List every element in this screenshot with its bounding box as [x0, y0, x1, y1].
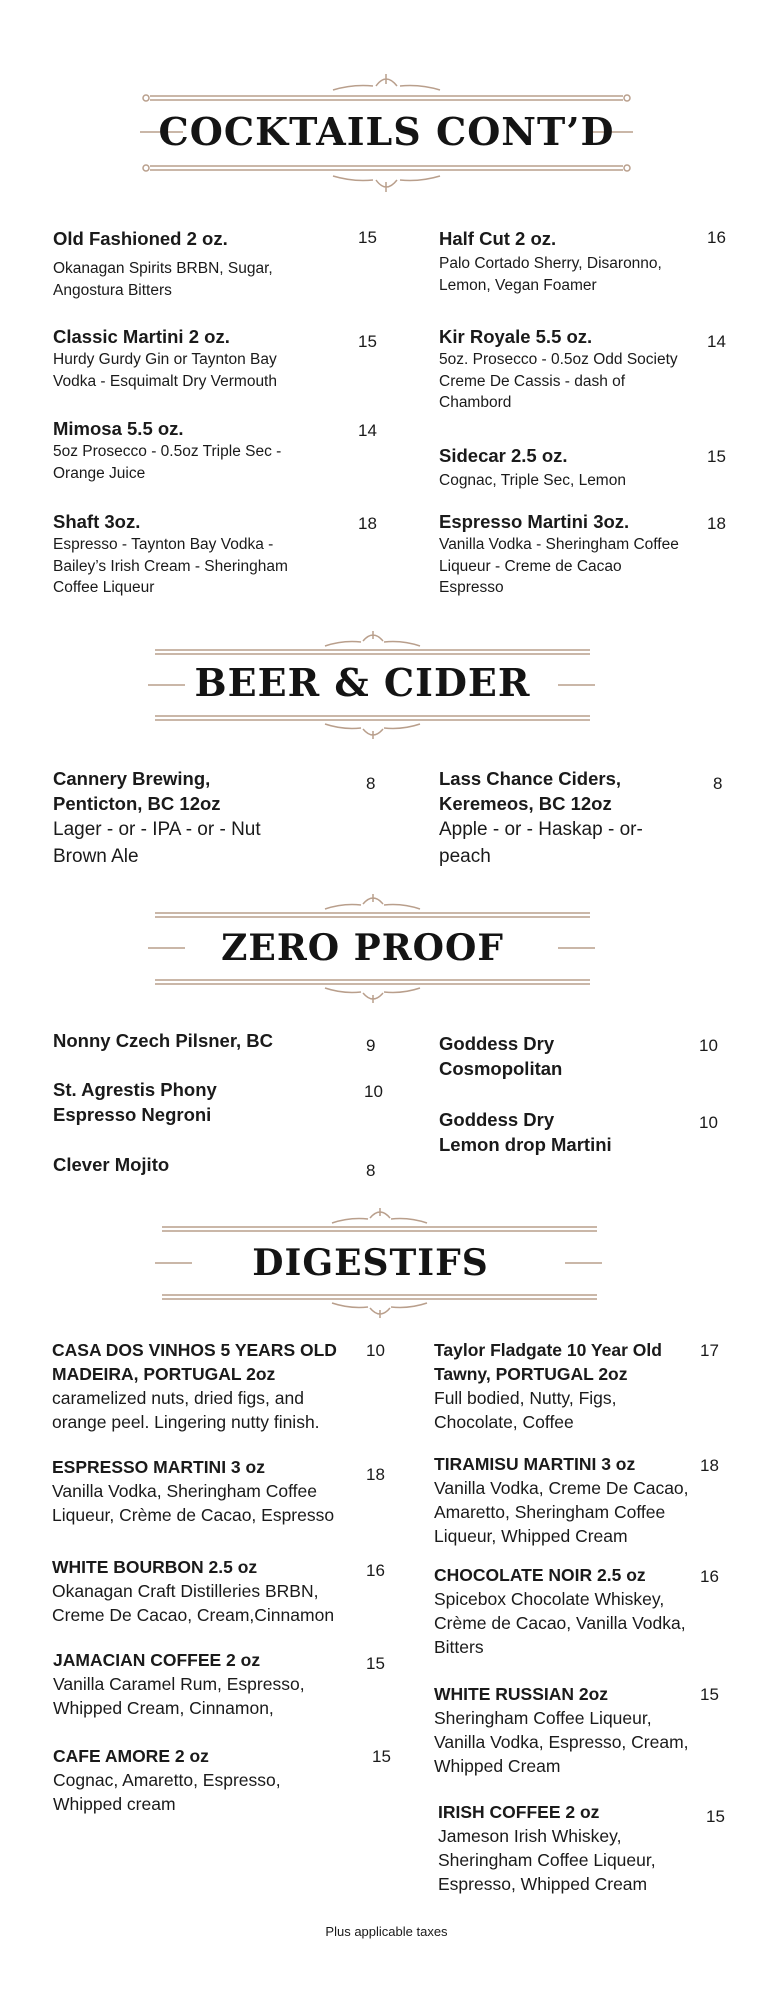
- item-name: Clever Mojito: [53, 1154, 170, 1175]
- item-price: 8: [366, 1161, 376, 1180]
- item-price: 18: [700, 1456, 719, 1475]
- menu-item: [439, 226, 729, 296]
- item-name: Goddess Dry Cosmopolitan: [439, 1033, 563, 1079]
- item-name: Mimosa 5.5 oz.: [53, 418, 184, 439]
- item-price: 8: [366, 774, 376, 793]
- menu-item: [439, 766, 719, 870]
- menu-item: [439, 443, 729, 492]
- item-name: Goddess Dry Lemon drop Martini: [439, 1109, 612, 1155]
- item-price: 14: [358, 421, 377, 440]
- item-price: 8: [713, 774, 723, 793]
- section-banner-zero: [0, 893, 773, 1008]
- item-price: 15: [372, 1747, 391, 1766]
- item-price: 10: [366, 1341, 385, 1360]
- item-name: Shaft 3oz.: [53, 511, 141, 532]
- item-name: Cannery Brewing, Penticton, BC 12oz: [53, 768, 221, 814]
- item-name: TIRAMISU MARTINI 3 oz: [434, 1454, 636, 1474]
- item-price: 10: [699, 1036, 718, 1055]
- section-title-zero: ZERO PROOF: [221, 927, 504, 969]
- item-desc: 5oz Prosecco - 0.5oz Triple Sec - Orange Juice: [53, 443, 282, 482]
- item-name: Kir Royale 5.5 oz.: [439, 326, 593, 347]
- item-name: Old Fashioned 2 oz.: [53, 228, 228, 249]
- item-name: Lass Chance Ciders, Keremeos, BC 12oz: [439, 768, 621, 814]
- item-desc: caramelized nuts, dried figs, and orange peel. Lingering nutty finish.: [52, 1388, 320, 1432]
- section-title-cocktails: COCKTAILS CONT’D: [158, 109, 615, 154]
- item-desc: Sheringham Coffee Liqueur, Vanilla Vodka, Espresso, Cream, Whipped Cream: [434, 1708, 689, 1776]
- menu-item: [439, 324, 729, 414]
- menu-item: [53, 416, 323, 484]
- menu-item: [53, 509, 323, 599]
- item-price: 16: [707, 228, 726, 247]
- menu-item: [439, 1031, 699, 1081]
- item-name: Sidecar 2.5 oz.: [439, 445, 568, 466]
- menu-item: [52, 1338, 362, 1434]
- item-price: 15: [700, 1685, 719, 1704]
- item-name: WHITE BOURBON 2.5 oz: [52, 1557, 258, 1577]
- item-name: ESPRESSO MARTINI 3 oz: [52, 1457, 265, 1477]
- menu-item: [439, 509, 729, 599]
- item-desc: 5oz. Prosecco - 0.5oz Odd Society Creme De Cassis - dash of Chambord: [439, 351, 678, 411]
- item-price: 15: [706, 1807, 725, 1826]
- item-desc: Okanagan Craft Distilleries BRBN, Creme De Cacao, Cream,Cinnamon: [52, 1581, 335, 1625]
- section-title-digestifs: DIGESTIFS: [252, 1242, 489, 1284]
- section-banner-digestifs: [0, 1208, 773, 1323]
- section-banner-cocktails: [0, 70, 773, 195]
- item-name: Taylor Fladgate 10 Year Old Tawny, PORTUGAL 2oz: [434, 1340, 662, 1384]
- menu-item: [434, 1563, 724, 1659]
- menu-item: [53, 324, 323, 392]
- menu-item: [53, 226, 323, 301]
- section-banner-beer: [0, 628, 773, 743]
- item-price: 16: [700, 1567, 719, 1586]
- item-price: 10: [364, 1082, 383, 1101]
- menu-item: [438, 1800, 728, 1896]
- menu-item: [53, 1152, 343, 1177]
- item-desc: Palo Cortado Sherry, Disaronno, Lemon, Vegan Foamer: [439, 255, 662, 294]
- menu-item: [53, 1744, 363, 1816]
- menu-item: [52, 1555, 362, 1627]
- item-name: Half Cut 2 oz.: [439, 228, 557, 249]
- item-desc: Vanilla Vodka - Sheringham Coffee Liqueur - Creme de Cacao Espresso: [439, 536, 679, 596]
- item-name: Classic Martini 2 oz.: [53, 326, 230, 347]
- item-name: JAMACIAN COFFEE 2 oz: [53, 1650, 261, 1670]
- item-name: St. Agrestis Phony Espresso Negroni: [53, 1079, 217, 1125]
- item-price: 14: [707, 332, 726, 351]
- item-price: 9: [366, 1036, 376, 1055]
- item-desc: Hurdy Gurdy Gin or Taynton Bay Vodka - Esquimalt Dry Vermouth: [53, 351, 277, 390]
- menu-item: [434, 1338, 724, 1434]
- item-name: Nonny Czech Pilsner, BC: [53, 1030, 273, 1051]
- menu-item: [439, 1107, 699, 1157]
- menu-item: [53, 1077, 343, 1127]
- item-desc: Spicebox Chocolate Whiskey, Crème de Cacao, Vanilla Vodka, Bitters: [434, 1589, 686, 1657]
- item-price: 10: [699, 1113, 718, 1132]
- item-desc: Lager - or - IPA - or - Nut Brown Ale: [53, 819, 261, 867]
- item-price: 15: [358, 332, 377, 351]
- item-desc: Jameson Irish Whiskey, Sheringham Coffee Liqueur, Espresso, Whipped Cream: [438, 1826, 656, 1894]
- item-name: WHITE RUSSIAN 2oz: [434, 1684, 609, 1704]
- item-price: 18: [358, 514, 377, 533]
- item-price: 15: [707, 447, 726, 466]
- item-name: Espresso Martini 3oz.: [439, 511, 630, 532]
- footer-note: Plus applicable taxes: [325, 1924, 448, 1939]
- menu-item: [53, 1028, 343, 1053]
- item-desc: Cognac, Triple Sec, Lemon: [439, 472, 626, 489]
- item-name: CAFE AMORE 2 oz: [53, 1746, 209, 1766]
- menu-item: [53, 1648, 363, 1720]
- item-price: 15: [366, 1654, 385, 1673]
- item-desc: Full bodied, Nutty, Figs, Chocolate, Coffee: [434, 1388, 617, 1432]
- item-name: IRISH COFFEE 2 oz: [438, 1802, 600, 1822]
- item-desc: Vanilla Caramel Rum, Espresso, Whipped Cream, Cinnamon,: [53, 1674, 305, 1718]
- item-price: 15: [358, 228, 377, 247]
- item-name: CASA DOS VINHOS 5 YEARS OLD MADEIRA, PORTUGAL 2oz: [52, 1340, 337, 1384]
- item-price: 18: [707, 514, 726, 533]
- item-price: 18: [366, 1465, 385, 1484]
- item-desc: Vanilla Vodka, Sheringham Coffee Liqueur, Crème de Cacao, Espresso: [52, 1481, 335, 1525]
- item-desc: Cognac, Amaretto, Espresso, Whipped cream: [53, 1770, 281, 1814]
- item-desc: Espresso - Taynton Bay Vodka - Bailey’s Irish Cream - Sheringham Coffee Liqueur: [53, 536, 288, 596]
- item-price: 16: [366, 1561, 385, 1580]
- menu-item: [434, 1682, 724, 1778]
- item-desc: Apple - or - Haskap - or- peach: [439, 819, 643, 867]
- item-price: 17: [700, 1341, 719, 1360]
- menu-item: [53, 766, 333, 870]
- item-name: CHOCOLATE NOIR 2.5 oz: [434, 1565, 646, 1585]
- menu-item: [52, 1455, 362, 1527]
- item-desc: Okanagan Spirits BRBN, Sugar, Angostura Bitters: [53, 260, 273, 299]
- section-title-beer: BEER & CIDER: [194, 660, 531, 705]
- item-desc: Vanilla Vodka, Creme De Cacao, Amaretto, Sheringham Coffee Liqueur, Whipped Cream: [434, 1478, 689, 1546]
- menu-item: [434, 1452, 724, 1548]
